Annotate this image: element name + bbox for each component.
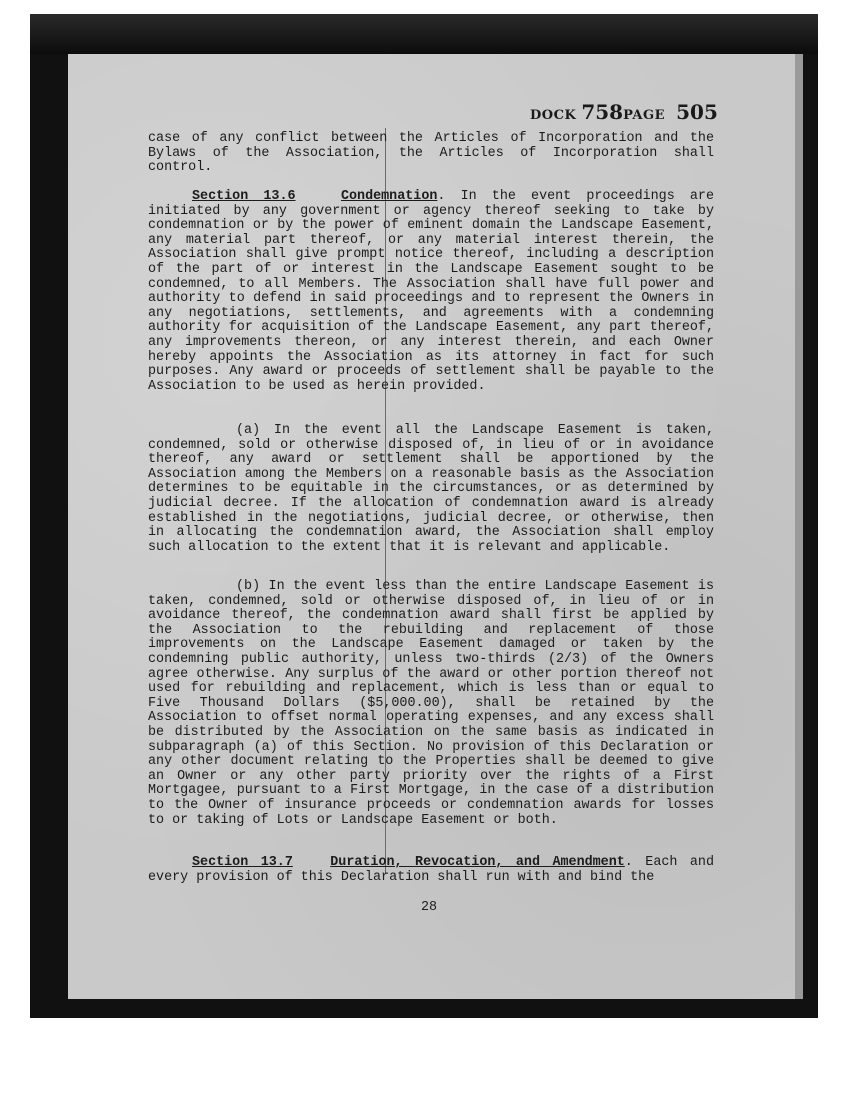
section-13-7-paragraph — [148, 856, 714, 885]
section-13-7 — [148, 856, 714, 885]
subparagraph-a — [148, 424, 714, 555]
section-13-7-number: Section 13.7 — [192, 855, 293, 870]
scan-top-edge — [30, 14, 818, 54]
intro-paragraph — [148, 132, 714, 176]
intro-text: case of any conflict between the Articles of Incorporation and the Bylaws of the Association, the Articles of Incorporation shall control. — [148, 131, 714, 176]
book-page-reference — [530, 100, 720, 124]
section-13-6-paragraph — [148, 190, 714, 394]
recording-page-number: 505 — [676, 100, 718, 124]
section-13-6-number: Section 13.6 — [192, 189, 296, 204]
page-edge — [795, 54, 803, 999]
section-13-7-text: . Each and every provision of this Declaration shall run with and bind the — [148, 855, 714, 885]
section-13-6-text: . In the event proceedings are initiated by any government or agency thereof seeking to take by condemnation or by the power of eminent domain the Landscape Easement, any material part thereof, or any material interest therein, the Association shall give prompt notice thereof, including a description of the part of or interest in the Landscape Easement sought to be condemned, to all Members. The Association shall have full power and authority to defend in said proceedings and to represent the Owners in any negotiations, settlements, and agreements with a condemning authority for acquisition of the Landscape Easement, any part thereof, any improvements thereon, or any interest therein, and each Owner hereby appoints the Association as its attorney in fact for such purposes. Any award or proceeds of settlement shall be payable to the Association to be used as herein provided. — [148, 189, 714, 394]
book-number: 758 — [581, 100, 624, 124]
page-label: PAGE — [623, 108, 666, 123]
section-13-6 — [148, 190, 714, 394]
subparagraph-b-text: (b) In the event less than the entire Landscape Easement is taken, condemned, sold or otherwise disposed of, in lieu of or in avoidance thereof, the condemnation award shall first be applied by the Association to the rebuilding and replacement of those improvements on the Landscape Easement damaged or taken by the condemning public authority, unless two-thirds (2/3) of the Owners agree otherwise. Any surplus of the award or other portion thereof not used for rebuilding and replacement, which is less than or equal to Five Thousand Dollars ($5,000.00), shall be retained by the Association to offset normal operating expenses, and any excess shall be distributed by the Association on the same basis as indicated in subparagraph (a) of this Section. No provision of this Declaration or any other document relating to the Properties shall be deemed to give an Owner or any other party priority over the rights of a First Mortgagee, pursuant to a First Mortgage, in the case of a distribution to the Owner of insurance proceeds or condemnation awards for losses to or taking of Lots or Landscape Easement or both. — [148, 579, 714, 828]
section-13-7-title: Duration, Revocation, and Amendment — [330, 855, 625, 870]
section-13-6-title: Condemnation — [340, 189, 438, 204]
book-label: DOCK — [530, 108, 577, 123]
subparagraph-b — [148, 580, 714, 828]
page-number: 28 — [420, 900, 438, 915]
subparagraph-a-text: (a) In the event all the Landscape Easement is taken, condemned, sold or otherwise disposed of, in lieu of or in avoidance thereof, any award or settlement shall be apportioned by the Association among the Members on a reasonable basis as the Association determines to be equitable in the circumstances, or as determined by judicial decree. If the allocation of condemnation award is already established in the negotiations, judicial decree, or otherwise, then in allocating the condemnation award, the Association shall employ such allocation to the extent that it is relevant and applicable. — [148, 423, 714, 555]
